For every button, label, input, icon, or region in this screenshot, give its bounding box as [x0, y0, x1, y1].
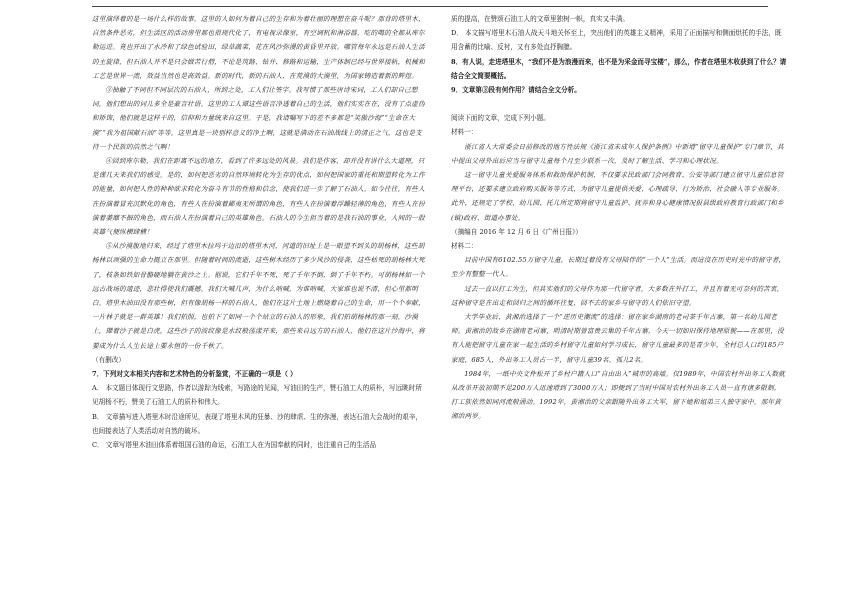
question-9: 9．文章第③段有何作用？请结合全文分析。: [451, 86, 581, 95]
material-2-label: 材料二：: [451, 242, 478, 251]
material-2-paragraph: 1984年，一纸中央文件松开了乡村户籍人口“自由出入”城市的高墙。仅1989年，中国农村外出务工人数就从改革开放初期不足200万人迅速增到了3000万人；即便到了当时中国对农村外出务工人员一直有诸多限制，打工族依然如同河流般涌动。1992年，黄湘治的父亲跟随外出务工大军，留下她和姐弟三人独守家中。那年黄湘治两岁。: [451, 369, 786, 421]
left-paragraph: ⑤从沙漠腹地归来，经过了塔里木拉玛干边沿的塔里木河，河道的旧址上是一眼望不到头的胡杨林，这些胡杨林以顽强的生命力挺立在那里。但随着时间的流逝，这些树木经历了多少风沙的侵袭，这些枯死的胡杨林大死了，枝条如铁如骨骼硬地躺在黄沙之上。据说，它们千年不死，死了千年不倒，倒了千年不朽。可胡杨林如一个远古战场的遗迹，悲壮得使我们震撼。我们大喊几声，为什么呐喊，为谁呐喊，大家谁也说不清，但心里都明白。塔里木油田没有那些树，但有像胡杨一样的石油人，他们在这片土地上燃烧着自己的生命，用一个个奉献，一片林子就是一群英雄！我们拍照，也拍下了如同一个个站立的石油人的形象，我们拍胡杨林的那一刻，沙漠上，撵着沙子就是白虎，这些沙子的波纹像是水纹般荡漾开来，那些来自远方的石油人，他们在这片沙海中，将要成为什么人生长途上要永恒的一份千秋了。: [92, 242, 425, 350]
article-source: （有删改）: [92, 355, 125, 364]
option-b: B． 文章描写进入塔里木时沿途所见，表现了塔里木风的狂暴、沙的肆虐、生的弥漫，表达石油大会战时的艰辛，也间接表达了人类活动对自然的破坏。: [92, 412, 423, 435]
option-c-continued: 质的提高，在赞颂石油工人的文章里独树一帜，真实又丰满。: [451, 15, 630, 23]
material-2-paragraph: 大学毕业后，黄湘治选择了一个“逆历史潮流”的选择：留在家乡湖南的老司茶千年古寨，第一名幼儿园老师。黄湘治的故乡在湖南老司寨，明清时期曾富贵云集的千年古寨，今天一切如旧保持地理原貌——在那里，没有人能把留守儿童在家一起生活的乡村留守儿童如何学习成长，留守儿童最多的是青少年，全村总人口约185户家庭，685人，外出务工人员占一半，留守儿童39名，孤儿2名。: [451, 313, 784, 364]
left-column: [92, 12, 428, 452]
option-a: A． 本文题目体现行文思路，作者以游踪为线索，写路途的见闻，写油田的生产，赞石油工人的质朴，写远眺时所见胡杨不朽，赞美了石油工人的质朴和伟大。: [92, 384, 422, 407]
material-1-label: 材料一：: [451, 128, 478, 137]
material-1-paragraph: 这一留守儿童关爱服务体系和救助保护机制，不仅要求民政部门会同教育、公安等部门建立留守儿童信息管理平台，还要求建立政府购买服务等方式，为留守儿童提供关爱、心理疏导、行为矫治、社会融入等专业服务。此外，还规定了学校、幼儿园、托儿所定期将留守儿童监护、抚养和身心健康情况报县级政府教育行政部门和乡(镇)政府、街道办事处。: [451, 171, 784, 222]
material-1-paragraph: 浙江省人大常委会日前修改的地方性法规《浙江省未成年人保护条例》中新增“留守儿童保护”专门章节，其中提出父母外出后应当与留守儿童每个月至少联系一次，及时了解生活、学习和心理状况。: [451, 142, 784, 165]
spacer: [451, 97, 787, 111]
question-7: 7．下列对文本相关内容和艺术特色的分析鉴赏，不正确的一项是（ ）: [92, 370, 297, 379]
reading-intro: 阅读下面的文章，完成下列小题。: [451, 114, 550, 123]
left-paragraph: ④回到库尔勒，我们在距离不远的地方，看到了许多远处的风景。我们是作客，却并没有讲什么大道理，只是谨几天来我们的感受。是的，如何把恶劣的自然环境转化为生存的优点，如何把国家的重托和期望转化为工作的能量，如何把人性的种种欲求转化为奋斗有节的性格和信念，使我们进一步了解了石油人。如今往往，有些人在扮演着冒充沉默化的角色，有些人在扮演着鄙夷无所谓的角色，有些人在扮演着浮躁轻薄的角色，有些人在扮演着萎靡不振的角色，而石油人在扮演着自己的英雄角色。石油人的今生担当着的是我石油的事业，人间的一股英雄气便纵横肆横！: [92, 157, 425, 237]
material-2-paragraph: 目前中国有6102.55万留守儿童，长期过着没有父母陪伴的“一个人”生活。而這沒在历史时光中的留守者，至少有整整一代人。: [451, 256, 786, 279]
right-column: [451, 12, 787, 424]
option-d: D． 本文描写塔里木石油人战天斗地关怀至上，突出他们的英雄主义精神，采用了正面描写和侧面烘托的手法，既用含蓄的比喻、反衬，又有多处直抒胸臆。: [451, 29, 782, 52]
option-c: C． 文章写塔里木油田体系着组国石油的命运，石油工人在为国奉献的同时，也注重自己的生活品: [92, 441, 377, 450]
header-rule: [92, 6, 768, 7]
left-paragraph: ③抽触了不同但不同层次的石油人，所到之处，工人们让签字。我写惯了那些唐诗宋词，工人们却自己想词，他们想出的词儿多全是豪言壮语。这里的工人谭这些语言净透着自己的生活，他们实实在在，没有了点虚伪和矫饰，他们就是这样干的，信仰和力量统来自这里。于是，我请嘱写下的差不多都是“笑傲沙海”“生命在大漠”“我为祖国献石油”等等。这里真是一块别样意义的净土啊，这就是满动在石油战线上的清正之气，这也是支持一个民族的浩然之气啊！: [92, 86, 425, 151]
material-2-paragraph: 过去一直以打工为生，但其实他们的父母作为那一代留守者，大多数在外打工，并且有着无可奈何的苦衷，这种留守是在出走和回归之间的循环往复，回不去的家乡与留守的人们依旧守望。: [451, 284, 784, 307]
question-8: 8．有人说，走进塔里木，“我们不是为浪漫而来，也不是为采金而寻宝楼”，那么，作者在塔里木收获到了什么？请结合全文简要概括。: [451, 57, 787, 80]
material-1-source: （摘编自 2016 年 12 月 6 日《广州日报》）: [451, 227, 582, 236]
left-paragraph: 这里演绎着的是一场什么样的故事。这里的人如何为着自己的生存和为着壮丽的理想在奋斗呢？那背的塔里木，自然条件恶劣，但生活区的活动房里都也很现代化了，有电视录像室，有空调机和淋浴器，吃的喝的全都从库尔勒运进。竟也开出了水冷和了绿色试验田，绿草蔬菜，花在风沙弥漫的黄昏里开放。哪管每年永远是石油人生活的主旋律，但石油人并不是只会做苦行僧，不论是筑路、钻井、修路和运输，生产体制已经与世界接轨，机械和工艺是世界一流，效益当然也是高效益。新的时代，新的石油人，在荒漠的大漠里，为国家铸造着新的辉煌。: [92, 15, 425, 80]
